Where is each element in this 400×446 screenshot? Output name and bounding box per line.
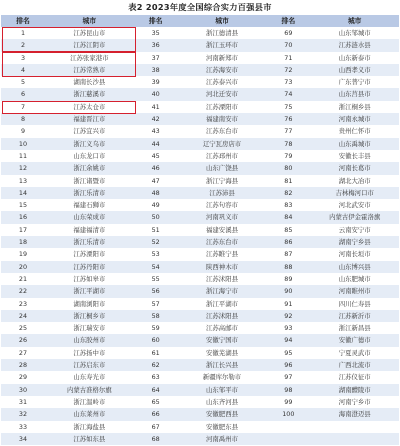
city-cell: 江苏海安市 xyxy=(206,65,238,74)
city-cell: 河南睢州市 xyxy=(338,287,371,296)
city-cell: 江苏沛县 xyxy=(209,188,235,197)
city-cell xyxy=(310,433,399,445)
city-cell: 浙江海宁市 xyxy=(206,287,238,296)
table-row xyxy=(1,433,399,445)
city-cell: 安徽宁国市 xyxy=(206,336,238,345)
city-cell: 浙江宁海县 xyxy=(206,176,238,185)
rank-cell: 61 xyxy=(151,348,160,357)
city-cell: 山东莱州市 xyxy=(73,410,106,419)
city-cell: 山东禹城市 xyxy=(338,139,371,148)
city-cell: 浙江乐清市 xyxy=(73,238,106,247)
rank-cell: 30 xyxy=(18,385,28,394)
header-rank-3: 排名 xyxy=(281,17,296,25)
rank-cell: 12 xyxy=(18,164,28,173)
rank-cell: 25 xyxy=(18,324,28,333)
city-cell: 山东齐河县 xyxy=(206,397,238,406)
highlight-box xyxy=(2,27,136,52)
rank-cell: 37 xyxy=(151,53,160,62)
rank-cell: 49 xyxy=(151,201,160,210)
city-cell: 江苏昆山市 xyxy=(73,29,106,37)
city-cell: 江苏宜兴市 xyxy=(73,127,106,136)
city-cell: 安徽肥东县 xyxy=(206,422,238,431)
rank-cell: 60 xyxy=(151,336,160,345)
table-row xyxy=(1,421,399,433)
rank-cell: 81 xyxy=(284,176,293,185)
rank-cell: 5 xyxy=(20,78,26,87)
rank-cell: 33 xyxy=(18,422,28,431)
city-cell: 山东肥城市 xyxy=(338,274,371,283)
city-cell: 江苏启东市 xyxy=(73,361,106,370)
rank-cell: 19 xyxy=(18,250,28,259)
rank-cell: 23 xyxy=(18,299,28,308)
city-cell: 山东邹城市 xyxy=(338,29,371,37)
rank-cell: 64 xyxy=(151,385,160,394)
rank-cell: 28 xyxy=(18,361,28,370)
rank-cell: 16 xyxy=(18,213,28,222)
header-city-1: 城市 xyxy=(82,17,97,25)
rank-cell: 69 xyxy=(284,29,293,37)
city-cell: 新疆库尔勒市 xyxy=(202,373,242,382)
city-cell: 山东邹平市 xyxy=(206,385,238,394)
rank-cell: 58 xyxy=(151,311,160,320)
rank-cell: 68 xyxy=(151,434,160,443)
rank-cell: 31 xyxy=(18,397,28,406)
rank-cell: 53 xyxy=(151,250,160,259)
city-cell: 浙江玉环市 xyxy=(206,41,238,50)
rank-cell: 22 xyxy=(18,287,28,296)
table-row xyxy=(1,334,399,346)
rank-cell: 87 xyxy=(284,250,293,259)
city-cell: 浙江慈溪市 xyxy=(73,90,106,99)
table-row xyxy=(1,175,399,187)
city-cell: 江苏江阴市 xyxy=(73,41,106,50)
rank-cell: 89 xyxy=(284,274,293,283)
table-row xyxy=(1,384,399,396)
city-cell: 浙江平湖市 xyxy=(206,299,238,308)
rank-cell: 10 xyxy=(18,139,28,148)
rank-cell: 97 xyxy=(284,373,293,382)
city-cell: 海南澄迈县 xyxy=(338,410,371,419)
city-cell: 江苏新沂市 xyxy=(338,311,371,320)
rank-cell: 17 xyxy=(18,225,28,234)
table-title: 表2 2023年度全国综合实力百强县市 xyxy=(128,2,272,12)
ranking-table xyxy=(1,15,399,445)
table-row xyxy=(1,322,399,334)
city-cell: 江苏张家港市 xyxy=(70,53,109,62)
city-cell: 山东龙口市 xyxy=(73,151,106,160)
city-cell: 江苏句容市 xyxy=(206,201,238,210)
rank-cell: 84 xyxy=(284,213,293,222)
city-cell: 江苏东台市 xyxy=(206,127,238,136)
highlight-box xyxy=(2,101,136,114)
table-row xyxy=(1,224,399,236)
rank-cell: 77 xyxy=(284,127,293,136)
rank-cell: 32 xyxy=(18,410,28,419)
city-cell: 浙江温岭市 xyxy=(73,397,106,406)
rank-cell: 52 xyxy=(151,238,160,247)
city-cell: 湖南长沙县 xyxy=(73,78,106,87)
city-cell: 辽宁瓦房店市 xyxy=(202,139,242,148)
table-row xyxy=(1,211,399,223)
city-cell: 江苏扬中市 xyxy=(73,348,106,357)
rank-cell: 59 xyxy=(151,324,160,333)
city-cell: 河南长葛市 xyxy=(338,164,371,173)
city-cell: 四川仁寿县 xyxy=(338,299,371,308)
city-cell: 浙江平湖市 xyxy=(73,287,106,296)
rank-cell: 39 xyxy=(151,78,160,87)
city-cell: 山东博兴县 xyxy=(338,262,371,271)
table-row xyxy=(1,88,399,100)
table-row xyxy=(1,113,399,125)
rank-cell: 66 xyxy=(151,410,160,419)
city-cell: 河南禹州市 xyxy=(206,434,238,443)
rank-cell: 44 xyxy=(151,139,160,148)
city-cell: 山东胶州市 xyxy=(73,336,106,345)
rank-cell: 51 xyxy=(151,225,160,234)
city-cell: 江苏沭阳县 xyxy=(206,311,238,320)
table-row xyxy=(1,371,399,383)
city-cell: 安徽芜湖县 xyxy=(206,348,238,357)
rank-cell: 34 xyxy=(18,434,28,443)
city-cell: 江苏溧阳市 xyxy=(206,102,238,111)
table-row xyxy=(1,150,399,162)
rank-cell: 38 xyxy=(151,65,160,74)
table-row xyxy=(1,408,399,420)
rank-cell: 67 xyxy=(151,422,160,431)
rank-cell: 96 xyxy=(284,361,293,370)
city-cell: 湖南宁乡县 xyxy=(338,238,371,247)
rank-cell: 42 xyxy=(151,115,160,124)
rank-cell: 100 xyxy=(282,410,295,419)
city-cell: 福建南安市 xyxy=(206,115,238,124)
rank-cell: 8 xyxy=(20,115,26,124)
rank-cell: 9 xyxy=(20,127,26,136)
rank-cell: 18 xyxy=(18,238,28,247)
city-cell: 浙江海盐县 xyxy=(73,422,106,431)
city-cell: 河北迁安市 xyxy=(206,90,238,99)
header-rank-2: 排名 xyxy=(148,17,163,25)
highlight-box xyxy=(2,52,136,77)
city-cell: 内蒙古伊金霍洛旗 xyxy=(329,213,381,222)
rank-cell: 79 xyxy=(284,151,293,160)
city-cell: 湖南浏阳市 xyxy=(73,299,106,308)
rank-cell: 78 xyxy=(284,139,293,148)
city-cell: 河南新郑市 xyxy=(206,53,238,62)
rank-cell: 15 xyxy=(18,201,28,210)
city-cell: 浙江桐乡县 xyxy=(338,102,371,111)
rank-cell: 70 xyxy=(284,41,293,50)
city-cell: 河南长垣市 xyxy=(338,250,371,259)
city-cell: 浙江乐清市 xyxy=(73,188,106,197)
city-cell: 浙江桐乡市 xyxy=(73,311,106,320)
city-cell: 浙江诸暨市 xyxy=(73,176,106,185)
rank-cell: 88 xyxy=(284,262,293,271)
city-cell: 河北武安市 xyxy=(338,201,371,210)
city-cell: 山东新泰市 xyxy=(338,53,371,62)
rank-cell: 85 xyxy=(284,225,293,234)
city-cell: 江苏常熟市 xyxy=(73,65,106,74)
city-cell: 山东广饶县 xyxy=(206,164,238,173)
city-cell: 江苏仪征市 xyxy=(338,373,371,382)
table-row xyxy=(1,359,399,371)
table-row xyxy=(1,76,399,88)
rank-cell: 82 xyxy=(284,188,293,197)
city-cell: 河南巩义市 xyxy=(206,213,238,222)
rank-cell: 75 xyxy=(284,102,293,111)
table-row xyxy=(1,261,399,273)
city-cell: 江苏溧阳市 xyxy=(73,250,106,259)
table-header xyxy=(1,15,399,27)
rank-cell: 90 xyxy=(284,287,293,296)
table-row xyxy=(1,248,399,260)
city-cell: 浙江德清县 xyxy=(206,29,238,37)
city-cell: 安徽长丰县 xyxy=(338,151,371,160)
rank-cell: 55 xyxy=(151,274,160,283)
rank-cell: 7 xyxy=(20,102,26,111)
city-cell: 山东寿光市 xyxy=(73,373,106,382)
city-cell: 江苏睢宁县 xyxy=(206,250,238,259)
rank-cell: 20 xyxy=(18,262,28,271)
rank-cell: 40 xyxy=(151,90,160,99)
rank-cell xyxy=(266,433,310,445)
rank-cell: 11 xyxy=(18,151,28,160)
city-cell: 云南安宁市 xyxy=(338,225,371,234)
city-cell: 贵州仁怀市 xyxy=(338,127,371,136)
city-cell: 江苏涟水县 xyxy=(338,41,371,50)
rank-cell: 13 xyxy=(18,176,28,185)
city-cell: 江苏邳州市 xyxy=(206,151,238,160)
rank-cell: 63 xyxy=(151,373,160,382)
city-cell: 湖南醴陵市 xyxy=(338,385,371,394)
city-cell: 山西孝义市 xyxy=(338,65,371,74)
city-cell: 江苏如皋市 xyxy=(73,274,106,283)
header-city-2: 城市 xyxy=(215,17,229,25)
rank-cell: 26 xyxy=(18,336,28,345)
city-cell: 江苏如东县 xyxy=(73,434,106,443)
city-cell: 安徽肥西县 xyxy=(206,410,238,419)
table-row xyxy=(1,396,399,408)
city-cell: 广西北流市 xyxy=(338,361,371,370)
rank-cell: 54 xyxy=(151,262,160,271)
header-city-3: 城市 xyxy=(347,17,362,25)
rank-cell: 86 xyxy=(284,238,293,247)
rank-cell: 50 xyxy=(151,213,160,222)
city-cell: 福建福清市 xyxy=(73,225,106,234)
rank-cell: 43 xyxy=(151,127,160,136)
rank-cell: 57 xyxy=(151,299,160,308)
city-cell: 广东普宁市 xyxy=(338,78,371,87)
rank-cell: 98 xyxy=(284,385,293,394)
table-row xyxy=(1,187,399,199)
city-cell: 浙江余姚市 xyxy=(73,164,106,173)
header-rank-1: 排名 xyxy=(16,17,30,25)
city-cell: 浙江新昌县 xyxy=(338,324,371,333)
rank-cell: 41 xyxy=(151,102,160,111)
rank-cell: 46 xyxy=(151,164,160,173)
table-row xyxy=(1,273,399,285)
city-cell: 陕西神木市 xyxy=(206,262,238,271)
rank-cell: 56 xyxy=(151,287,160,296)
rank-cell: 95 xyxy=(284,348,293,357)
city-cell: 江苏沭阳县 xyxy=(206,274,238,283)
table-body xyxy=(1,27,399,445)
rank-cell: 94 xyxy=(284,336,293,345)
city-cell: 山东莒县市 xyxy=(338,90,371,99)
rank-cell: 36 xyxy=(151,41,160,50)
rank-cell: 91 xyxy=(284,299,293,308)
rank-cell xyxy=(266,421,310,433)
rank-cell: 27 xyxy=(18,348,28,357)
city-cell: 江苏高邮市 xyxy=(206,324,238,333)
table-row xyxy=(1,138,399,150)
table-row xyxy=(1,347,399,359)
city-cell: 福建石狮市 xyxy=(73,201,106,210)
city-cell: 安徽广德市 xyxy=(338,336,371,345)
table-row xyxy=(1,285,399,297)
rank-cell: 24 xyxy=(18,311,28,320)
rank-cell: 62 xyxy=(151,361,160,370)
table-row xyxy=(1,310,399,322)
city-cell: 吉林梅河口市 xyxy=(335,188,374,197)
rank-cell: 6 xyxy=(20,90,26,99)
table-row xyxy=(1,162,399,174)
rank-cell: 48 xyxy=(151,188,160,197)
city-cell: 江苏东台市 xyxy=(206,238,238,247)
rank-cell: 72 xyxy=(284,65,293,74)
table-row xyxy=(1,298,399,310)
rank-cell: 47 xyxy=(151,176,160,185)
table-row xyxy=(1,236,399,248)
table-row xyxy=(1,125,399,137)
city-cell: 浙江瑞安市 xyxy=(73,324,106,333)
rank-cell: 76 xyxy=(284,115,293,124)
city-cell: 江苏太仓市 xyxy=(73,102,106,111)
city-cell: 山东荣成市 xyxy=(73,213,106,222)
rank-cell: 83 xyxy=(284,201,293,210)
city-cell: 江苏泰兴市 xyxy=(206,78,238,87)
city-cell: 浙江义乌市 xyxy=(73,139,106,148)
rank-cell: 93 xyxy=(284,324,293,333)
city-cell: 宁夏灵武市 xyxy=(338,348,371,357)
city-cell: 内蒙古准格尔旗 xyxy=(66,385,112,394)
rank-cell: 74 xyxy=(284,90,293,99)
city-cell: 福建晋江市 xyxy=(73,115,106,124)
rank-cell: 99 xyxy=(284,397,293,406)
rank-cell: 4 xyxy=(20,65,26,74)
rank-cell: 80 xyxy=(284,164,293,173)
city-cell: 浙江长兴县 xyxy=(206,361,238,370)
city-cell: 河南宁乡市 xyxy=(338,397,371,406)
rank-cell: 73 xyxy=(284,78,293,87)
rank-cell: 21 xyxy=(18,274,28,283)
rank-cell: 2 xyxy=(20,41,26,50)
city-cell: 福建安溪县 xyxy=(206,225,238,234)
rank-cell: 45 xyxy=(151,151,160,160)
rank-cell: 92 xyxy=(284,311,293,320)
rank-cell: 71 xyxy=(284,53,293,62)
rank-cell: 1 xyxy=(20,29,26,37)
rank-cell: 35 xyxy=(151,29,160,37)
city-cell: 河南永城市 xyxy=(338,115,371,124)
rank-cell: 29 xyxy=(18,373,28,382)
rank-cell: 14 xyxy=(18,188,28,197)
table-row xyxy=(1,199,399,211)
city-cell: 江苏丹阳市 xyxy=(73,262,106,271)
rank-cell: 65 xyxy=(151,397,160,406)
city-cell: 湖北大冶市 xyxy=(338,176,371,185)
rank-cell: 3 xyxy=(20,53,26,62)
city-cell xyxy=(310,421,399,433)
